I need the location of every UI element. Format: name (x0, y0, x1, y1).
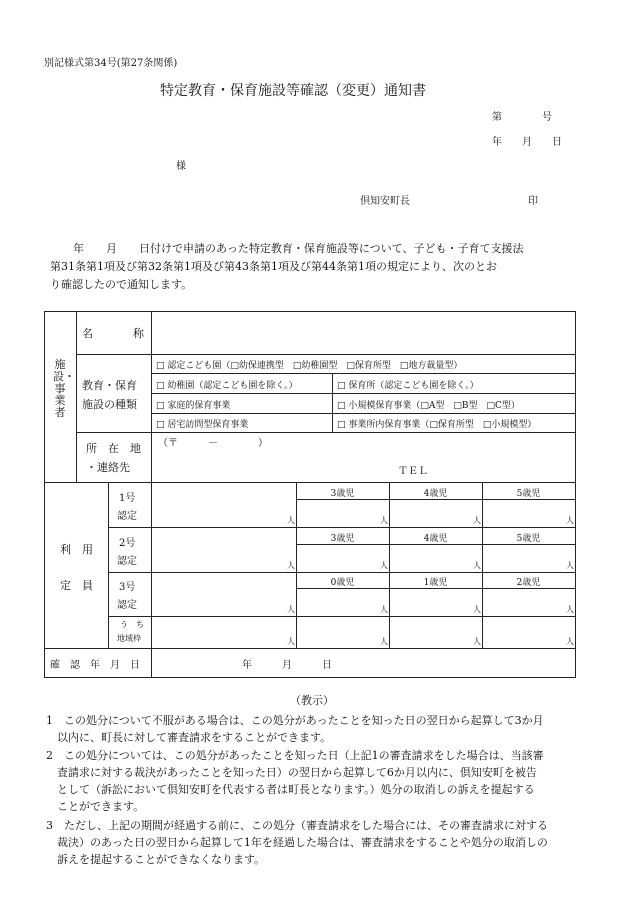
notice-item-2-line-4: ことができます。 (46, 800, 145, 813)
row3-age0-header: 0歳児 (330, 578, 355, 588)
option-hoikusho[interactable]: □ 保育所（認定こども園を除く。） (337, 381, 479, 391)
option-kodomoen[interactable]: □ 認定こども園（□幼保連携型 □幼稚園型 □保育所型 □地方裁量型） (156, 361, 463, 371)
issue-date: 年 月 日 (492, 137, 562, 148)
notice-item-2-line-3: として（訴訟において倶知安町を代表する者は町長となります。）処分の取消しの訴えを提起する (46, 783, 535, 796)
row4-label-b: 地域枠 (117, 634, 141, 643)
document-number: 第 号 (492, 112, 552, 123)
option-katei[interactable]: □ 家庭的保育事業 (156, 401, 231, 411)
unit-label: 人 (566, 605, 574, 614)
row2-age4-header: 4歳児 (423, 534, 448, 544)
row3-label-a: 3号 (119, 582, 136, 593)
intro-line-2: 第31条第1項及び第32条第1項及び第43条第1項及び第44条第1項の規定により、次のとお (50, 260, 497, 273)
address-label-2: ・連絡先 (86, 461, 130, 474)
unit-label: 人 (566, 561, 574, 570)
recipient-suffix: 様 (176, 161, 186, 172)
unit-label: 人 (380, 561, 388, 570)
row2-age3-header: 3歳児 (330, 534, 355, 544)
row1-age4-header: 4歳児 (423, 489, 448, 499)
intro-line-1: 年 月 日付けで申請のあった特定教育・保育施設等について、子ども・子育て支援法 (73, 242, 524, 255)
address-label-1: 所 在 地 (86, 442, 141, 455)
document-title: 特定教育・保育施設等確認（変更）通知書 (160, 83, 426, 99)
issuer-name: 倶知安町長 (360, 196, 410, 207)
option-shokibo[interactable]: □ 小規模保育事業（□A型 □B型 □C型） (337, 401, 520, 411)
unit-label: 人 (287, 561, 295, 570)
notice-item-1-line-2: 以内に、町長に対して審査請求をすることができます。 (46, 731, 332, 744)
row1-age5-header: 5歳児 (516, 489, 541, 499)
intro-line-3: り確認したので通知します。 (50, 278, 193, 291)
form-number: 別記様式第34号(第27条関係) (44, 58, 178, 69)
row3-age1-header: 1歳児 (423, 578, 448, 588)
confirm-date-label: 確 認 年 月 日 (50, 660, 140, 671)
notice-item-2-line-1: 2 この処分については、この処分があったことを知った日（上記1の審査請求をした場合は、当該審 (46, 749, 544, 762)
notice-item-1-line-1: 1 この処分について不服がある場合は、この処分があったことを知った日の翌日から起算して3か月 (46, 714, 544, 727)
confirm-date-value[interactable]: 年 月 日 (242, 660, 332, 671)
row2-age5-header: 5歳児 (516, 534, 541, 544)
option-kyotaku[interactable]: □ 居宅訪問型保育事業 (156, 420, 249, 430)
capacity-label-1: 利 用 (60, 543, 93, 556)
unit-label: 人 (473, 561, 481, 570)
tel-label: ＴＥＬ (398, 466, 428, 477)
unit-label: 人 (287, 605, 295, 614)
unit-label: 人 (473, 605, 481, 614)
notice-item-2-line-2: 査請求に対する裁決があったことを知った日）の翌日から起算して6か月以内に、倶知安町を被告 (46, 766, 537, 779)
facility-group-label: 施設・事業者 (53, 358, 75, 419)
option-yochien[interactable]: □ 幼稚園（認定こども園を除く。） (156, 381, 298, 391)
row4-label-a: う ち (120, 620, 144, 629)
notice-item-3-line-3: 訴えを提起することができなくなります。 (46, 853, 266, 866)
notice-item-3-line-2: 裁決）のあった日の翌日から起算して1年を経過した場合は、審査請求をすることや処分の取消しの (46, 836, 548, 849)
unit-label: 人 (566, 637, 574, 646)
unit-label: 人 (380, 637, 388, 646)
seal-mark: 印 (528, 196, 538, 207)
row2-label-a: 2号 (119, 538, 136, 549)
unit-label: 人 (566, 516, 574, 525)
unit-label: 人 (287, 637, 295, 646)
unit-label: 人 (473, 637, 481, 646)
option-jigyosho[interactable]: □ 事業所内保育事業（□保育所型 □小規模型） (337, 420, 537, 430)
facility-type-label-2: 施設の種類 (82, 398, 137, 411)
notice-heading: （教示） (290, 694, 334, 707)
unit-label: 人 (380, 516, 388, 525)
unit-label: 人 (380, 605, 388, 614)
row1-label-b: 認定 (117, 511, 137, 522)
row3-label-b: 認定 (117, 600, 137, 611)
row3-age2-header: 2歳児 (516, 578, 541, 588)
unit-label: 人 (287, 516, 295, 525)
facility-type-label-1: 教育・保育 (82, 379, 137, 392)
notice-item-3-line-1: 3 ただし、上記の期間が経過する前に、この処分（審査請求をした場合には、その審査請求に対する (46, 819, 548, 832)
row1-label-a: 1号 (119, 493, 136, 504)
postal-code-field[interactable]: （〒 － ） (158, 438, 268, 449)
capacity-label-2: 定 員 (60, 579, 93, 592)
name-label: 名 称 (82, 327, 144, 340)
unit-label: 人 (473, 516, 481, 525)
row1-age3-header: 3歳児 (330, 489, 355, 499)
row2-label-b: 認定 (117, 556, 137, 567)
